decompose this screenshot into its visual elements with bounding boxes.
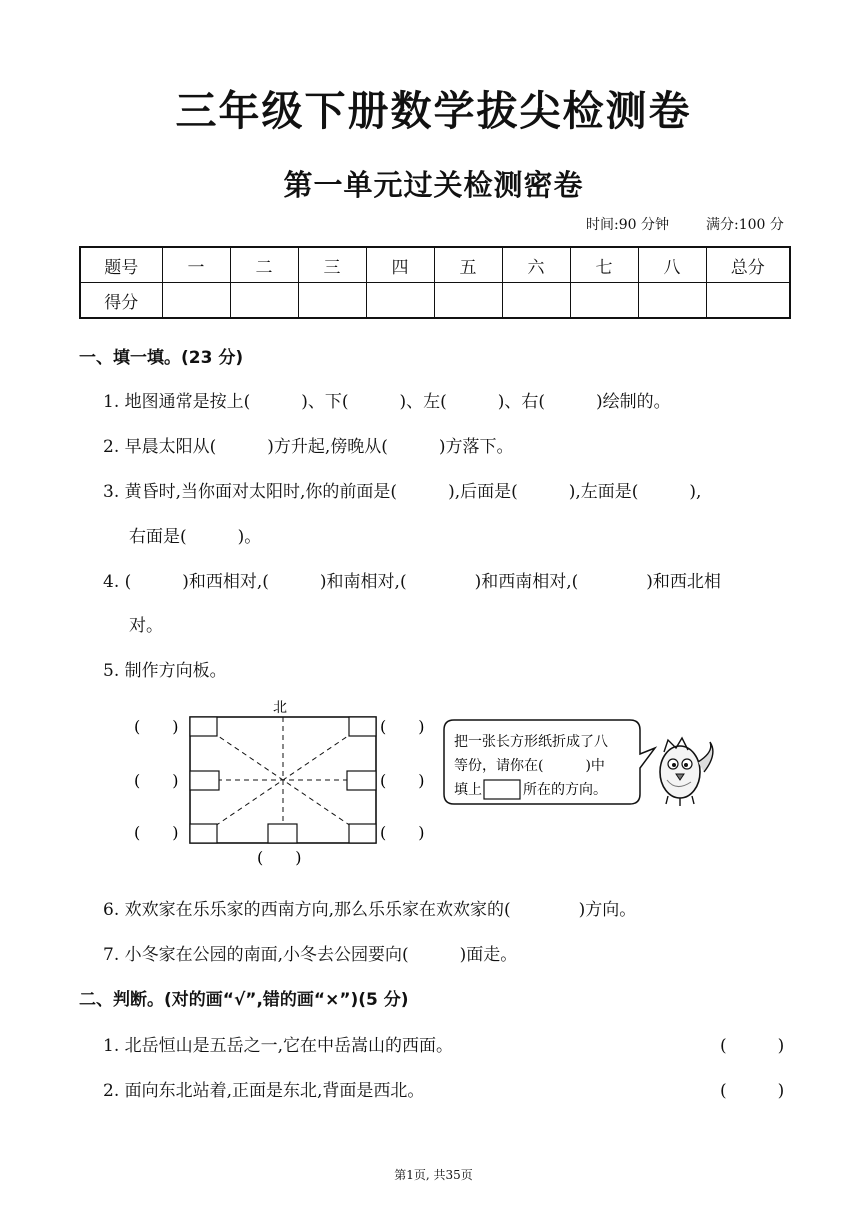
question-1-4: 4. ( )和西相对,( )和南相对,( )和西南相对,( )和西北相 bbox=[103, 572, 721, 592]
score-header-cell: 八 bbox=[638, 247, 706, 283]
blank-paren: ( ) bbox=[380, 717, 425, 736]
bubble-text-line: 填上 bbox=[454, 782, 482, 798]
score-cell[interactable] bbox=[298, 283, 366, 319]
score-cell[interactable] bbox=[638, 283, 706, 319]
score-header-cell: 三 bbox=[298, 247, 366, 283]
bubble-text-line: 把一张长方形纸折成了八 bbox=[454, 734, 608, 750]
side-box bbox=[268, 824, 297, 843]
question-1-1: 1. 地图通常是按上( )、下( )、左( )、右( )绘制的。 bbox=[103, 392, 671, 412]
question-1-5: 5. 制作方向板。 bbox=[103, 661, 227, 681]
score-header-cell: 题号 bbox=[80, 247, 162, 283]
blank-paren: ( ) bbox=[134, 771, 179, 790]
question-1-2: 2. 早晨太阳从( )方升起,傍晚从( )方落下。 bbox=[103, 437, 514, 457]
corner-box bbox=[349, 824, 376, 843]
score-header-cell: 七 bbox=[570, 247, 638, 283]
side-box bbox=[190, 771, 219, 790]
exam-full-score: 满分:100 分 bbox=[706, 217, 784, 233]
answer-paren: ( ) bbox=[720, 1081, 785, 1101]
bubble-text-line: 等份，请你在( )中 bbox=[454, 758, 605, 774]
question-1-6: 6. 欢欢家在乐乐家的西南方向,那么乐乐家在欢欢家的( )方向。 bbox=[103, 900, 637, 920]
corner-box bbox=[349, 717, 376, 736]
blank-paren: ( ) bbox=[134, 717, 179, 736]
score-cell[interactable] bbox=[230, 283, 298, 319]
question-1-3-cont: 右面是( )。 bbox=[129, 527, 262, 547]
section2-heading: 二、判断。(对的画“√”,错的画“×”)(5 分) bbox=[79, 990, 409, 1010]
unit-title: 第一单元过关检测密卷 bbox=[283, 168, 584, 202]
page-title: 三年级下册数学拔尖检测卷 bbox=[175, 87, 692, 135]
exam-time: 时间:90 分钟 bbox=[586, 217, 669, 233]
score-header-cell: 二 bbox=[230, 247, 298, 283]
blank-paren: ( ) bbox=[134, 823, 179, 842]
section1-heading: 一、填一填。(23 分) bbox=[79, 348, 244, 368]
score-table-header-row bbox=[80, 247, 790, 283]
score-cell[interactable] bbox=[502, 283, 570, 319]
score-row-label: 得分 bbox=[80, 283, 162, 319]
score-header-cell: 四 bbox=[366, 247, 434, 283]
score-table-score-row bbox=[80, 283, 790, 319]
answer-paren: ( ) bbox=[720, 1036, 785, 1056]
question-2-1: 1. 北岳恒山是五岳之一,它在中岳嵩山的西面。 bbox=[103, 1036, 454, 1056]
score-header-cell: 一 bbox=[162, 247, 230, 283]
score-header-cell: 总分 bbox=[706, 247, 790, 283]
score-cell[interactable] bbox=[434, 283, 502, 319]
question-1-4-cont: 对。 bbox=[129, 616, 163, 636]
score-cell[interactable] bbox=[706, 283, 790, 319]
corner-box bbox=[190, 824, 217, 843]
blank-paren: ( ) bbox=[380, 823, 425, 842]
side-box bbox=[347, 771, 376, 790]
score-table bbox=[79, 246, 791, 319]
bubble-text-line: 所在的方向。 bbox=[523, 782, 607, 798]
corner-box bbox=[190, 717, 217, 736]
question-1-3: 3. 黄昏时,当你面对太阳时,你的前面是( ),后面是( ),左面是( ), bbox=[103, 482, 702, 502]
direction-board-diagram bbox=[120, 696, 720, 868]
score-cell[interactable] bbox=[162, 283, 230, 319]
score-cell[interactable] bbox=[366, 283, 434, 319]
score-header-cell: 五 bbox=[434, 247, 502, 283]
blank-paren: ( ) bbox=[257, 848, 302, 867]
blank-paren: ( ) bbox=[380, 771, 425, 790]
score-header-cell: 六 bbox=[502, 247, 570, 283]
bird-mascot-icon bbox=[660, 738, 713, 806]
example-box bbox=[484, 780, 520, 799]
question-1-7: 7. 小冬家在公园的南面,小冬去公园要向( )面走。 bbox=[103, 945, 518, 965]
north-label: 北 bbox=[273, 700, 287, 716]
question-2-2: 2. 面向东北站着,正面是东北,背面是西北。 bbox=[103, 1081, 425, 1101]
score-cell[interactable] bbox=[570, 283, 638, 319]
page-footer: 第1页, 共35页 bbox=[394, 1168, 473, 1182]
